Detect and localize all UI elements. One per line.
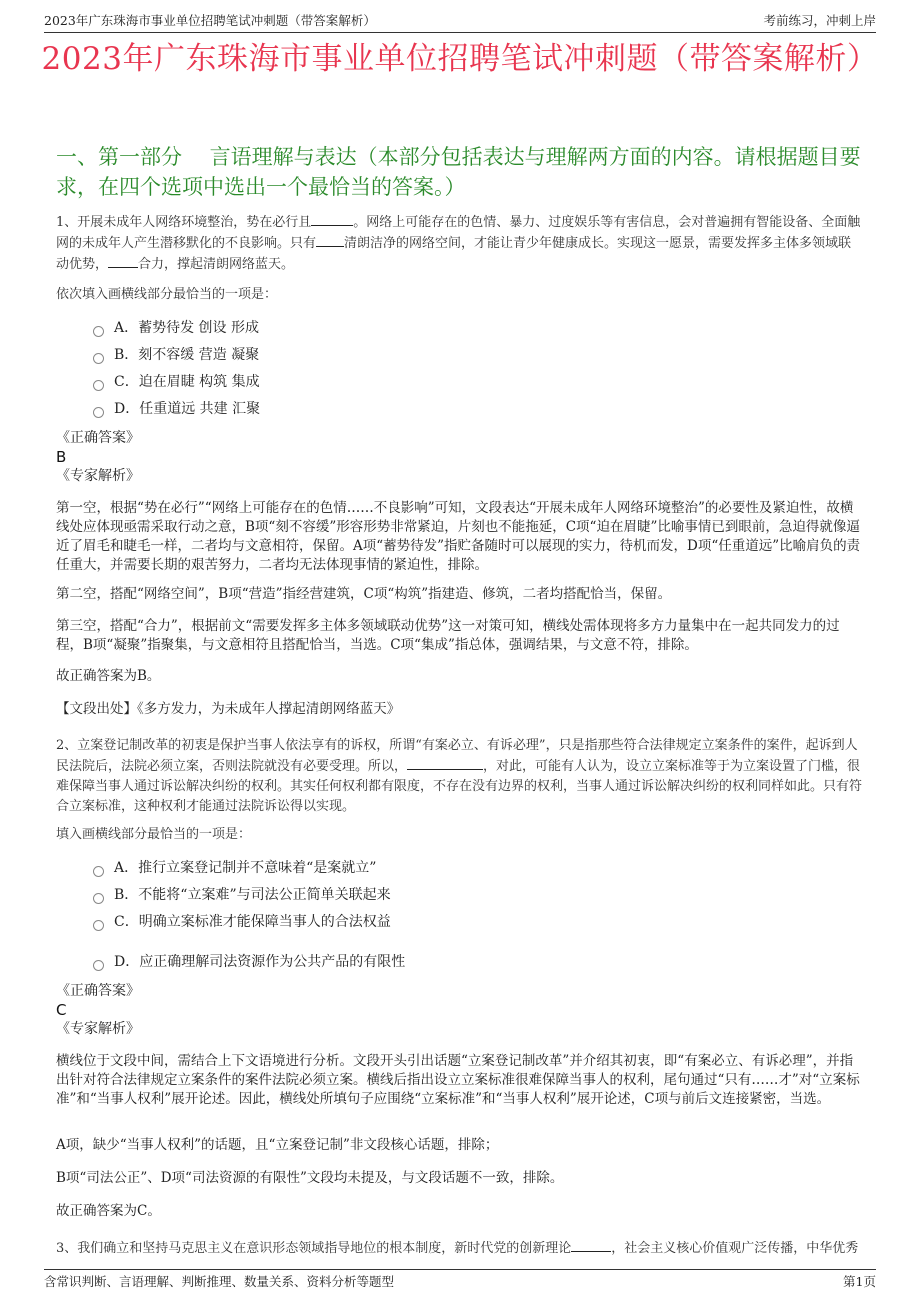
question-1-option-c[interactable]	[93, 371, 260, 393]
question-3-stem	[56, 1238, 864, 1259]
option-label: B．不能将“立案难”与司法公正简单关联起来	[114, 887, 391, 903]
option-label: B．刻不容缓 营造 凝聚	[114, 347, 260, 363]
fill-blank	[108, 254, 138, 268]
fill-blank	[311, 212, 353, 226]
source-citation: 【文段出处】《多方发力，为未成年人撑起清朗网络蓝天》	[56, 701, 401, 717]
radio-icon[interactable]	[93, 960, 104, 971]
analysis-paragraph: 第三空，搭配“合力”，根据前文“需要发挥多主体多领域联动优势”这一对策可知，横线处需体现将多方力量集中在一起共同发力的过程，B项“凝聚”指聚集，与文意相符且搭配恰当，当选。C项“集成”指总体，强调结果，与文意不符，排除。	[56, 618, 840, 653]
correct-answer-value: C	[56, 1001, 67, 1019]
question-1-stem-part: 合力，撑起清朗网络蓝天。	[138, 257, 295, 272]
question-2-option-d[interactable]	[93, 951, 405, 973]
page-footer	[44, 1269, 876, 1292]
document-title: 2023年广东珠海市事业单位招聘笔试冲刺题（带答案解析）	[41, 41, 879, 77]
question-1-stem-part: 清朗洁净的网络空间，才能让青少年健康成长。实现这一愿景，需要发挥多主体多领域联动优势，	[56, 236, 852, 272]
analysis-paragraph: B项“司法公正”、D项“司法资源的有限性”文段均未提及，与文段话题不一致，排除。	[56, 1170, 564, 1186]
radio-icon[interactable]	[93, 893, 104, 904]
question-2-stem-part: ，对此，可能有人认为，设立立案标准等于为立案设置了门槛，很难保障当事人通过诉讼解决纠纷的权利。其实任何权利都有限度，不存在没有边界的权利，当事人通过诉讼解决纠纷的权利同样如此。只有符合立案标准，这种权利才能通过法院诉讼得以实现。	[56, 759, 863, 814]
fill-blank	[407, 756, 483, 770]
header-slogan: 考前练习，冲刺上岸	[763, 13, 876, 28]
page-suffix: 页	[863, 1274, 876, 1289]
correct-answer-label: 《正确答案》	[56, 983, 140, 999]
question-3-stem-part: 3、我们确立和坚持马克思主义在意识形态领域指导地位的根本制度，新时代党的创新理论	[56, 1241, 572, 1256]
question-1-stem-part: 1、开展未成年人网络环境整治，势在必行且	[56, 215, 312, 230]
question-2-option-c[interactable]	[93, 911, 391, 933]
analysis-paragraph: 第一空，根据“势在必行”“网络上可能存在的色情……不良影响”可知，文段表达“开展未成年人网络环境整治”的必要性及紧迫性，故横线处应体现亟需采取行动之意，B项“刻不容缓”形容形势非常紧迫，片刻也不能拖延，C项“迫在眉睫”比喻事情已到眼前，急迫得就像逼近了眉毛和睫毛一样，二者均与文意相符，保留。A项“蓄势待发”指贮备随时可以展现的实力，待机而发，D项“任重道远”比喻肩负的责任重大，并需要长期的艰苦努力，二者均无法体现事情的紧迫性，排除。	[56, 500, 861, 573]
question-2-prompt: 填入画横线部分最恰当的一项是：	[56, 827, 252, 842]
question-1-option-d[interactable]	[93, 398, 260, 420]
radio-icon[interactable]	[93, 326, 104, 337]
question-2-option-a[interactable]	[93, 857, 376, 879]
question-1-option-b[interactable]	[93, 344, 259, 366]
question-1-prompt: 依次填入画横线部分最恰当的一项是：	[56, 287, 278, 302]
question-2-option-b[interactable]	[93, 884, 391, 906]
option-label: D．应正确理解司法资源作为公共产品的有限性	[114, 954, 406, 970]
fill-blank	[316, 233, 344, 247]
analysis-paragraph: 第二空，搭配“网络空间”，B项“营造”指经营建筑，C项“构筑”指建造、修筑，二者均搭配恰当，保留。	[56, 586, 672, 602]
analysis-conclusion: 故正确答案为B。	[56, 668, 161, 684]
option-label: C．明确立案标准才能保障当事人的合法权益	[114, 914, 391, 930]
header-doc-title: 2023年广东珠海市事业单位招聘笔试冲刺题（带答案解析）	[44, 13, 376, 28]
page-number	[843, 1271, 876, 1293]
fill-blank	[571, 1238, 611, 1252]
correct-answer-value: B	[56, 448, 67, 466]
section-heading: 一、第一部分 言语理解与表达（本部分包括表达与理解两方面的内容。请根据题目要求，在四个选项中选出一个最恰当的答案。）	[56, 145, 861, 199]
question-1-option-a[interactable]	[93, 317, 259, 339]
footer-topics: 含常识判断、言语理解、判断推理、数量关系、资料分析等题型	[44, 1274, 395, 1289]
option-label: A．推行立案登记制并不意味着“是案就立”	[114, 860, 377, 876]
question-1-stem	[56, 212, 864, 275]
expert-analysis-label: 《专家解析》	[56, 1021, 140, 1037]
question-3-stem-part: ，社会主义核心价值观广泛传播，中华优秀	[611, 1241, 859, 1256]
correct-answer-label: 《正确答案》	[56, 430, 140, 446]
radio-icon[interactable]	[93, 920, 104, 931]
radio-icon[interactable]	[93, 353, 104, 364]
radio-icon[interactable]	[93, 407, 104, 418]
page-header	[44, 10, 876, 33]
page-prefix: 第	[843, 1274, 856, 1289]
option-label: C．迫在眉睫 构筑 集成	[114, 374, 260, 390]
analysis-conclusion: 故正确答案为C。	[56, 1203, 161, 1219]
question-2-stem-part: 2、立案登记制改革的初衷是保护当事人依法享有的诉权，所谓“有案必立、有诉必理”，只是指那些符合法律规定立案条件的案件，起诉到人民法院后，法院必须立案，否则法院就没有必要受理。所以，	[56, 738, 858, 774]
analysis-paragraph: 横线位于文段中间，需结合上下文语境进行分析。文段开头引出话题“立案登记制改革”并介绍其初衷，即“有案必立、有诉必理”，并指出针对符合法律规定立案条件的案件法院必须立案。横线后指出设立立案标准很难保障当事人的权利，尾句通过“只有……才”对“立案标准”和“当事人权利”展开论述。因此，横线处所填句子应围绕“立案标准”和“当事人权利”展开论述，C项与前后文连接紧密，当选。	[56, 1053, 860, 1107]
radio-icon[interactable]	[93, 380, 104, 391]
option-label: D．任重道远 共建 汇聚	[114, 401, 261, 417]
option-label: A．蓄势待发 创设 形成	[114, 320, 260, 336]
analysis-paragraph: A项，缺少“当事人权利”的话题，且“立案登记制”非文段核心话题，排除；	[56, 1137, 499, 1153]
expert-analysis-label: 《专家解析》	[56, 468, 140, 484]
page-number-value: 1	[855, 1274, 864, 1289]
question-1-stem-part: 。网络上可能存在的色情、暴力、过度娱乐等有害信息，会对普遍拥有智能设备、全面触网的未成年人产生潜移默化的不良影响。只有	[56, 215, 861, 251]
radio-icon[interactable]	[93, 866, 104, 877]
question-2-stem	[56, 736, 864, 817]
